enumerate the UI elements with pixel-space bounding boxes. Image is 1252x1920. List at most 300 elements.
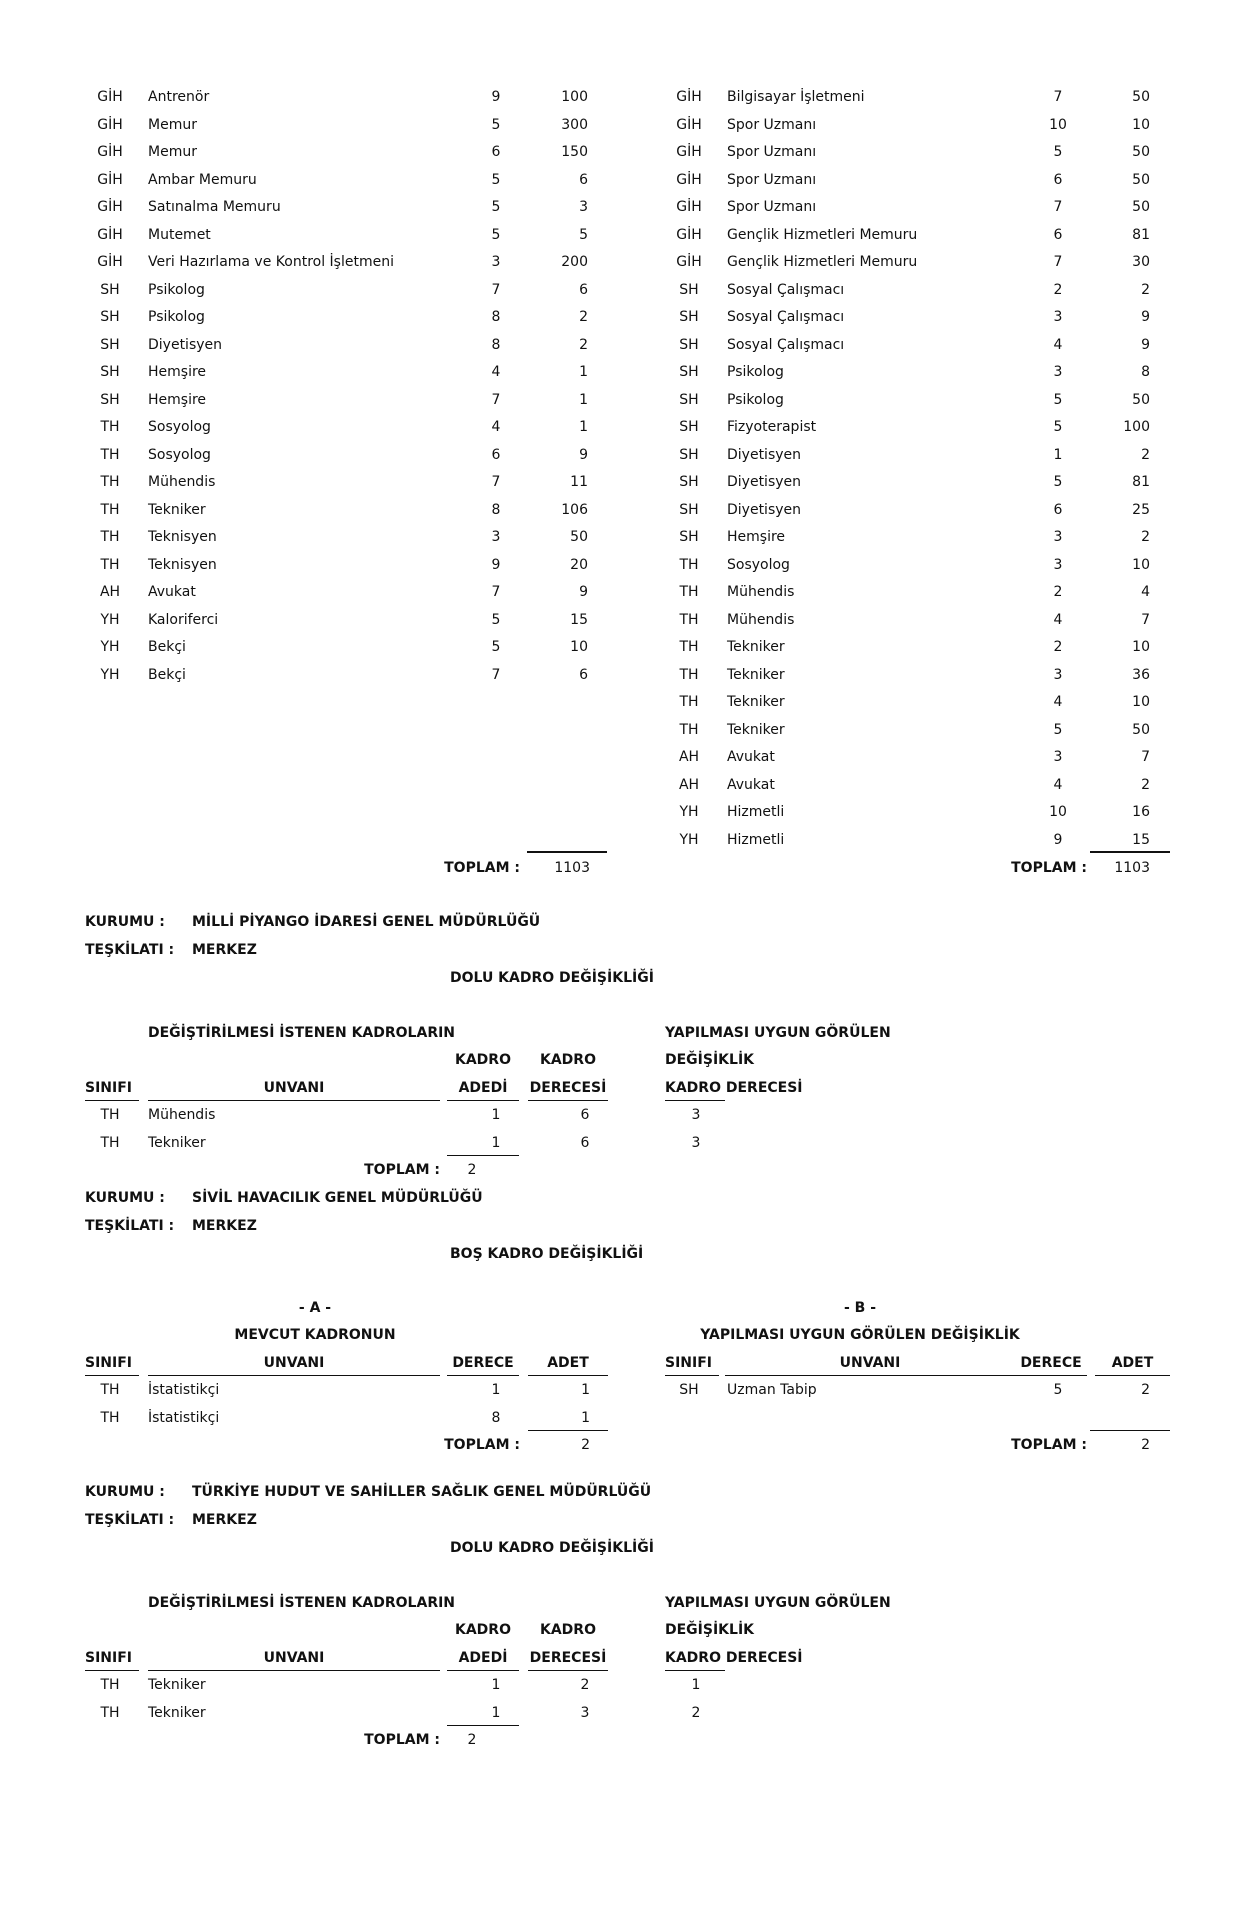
header-rule [447,1375,519,1376]
row-unvani: Bilgisayar İşletmeni [727,89,865,105]
row-unvani: Hizmetli [727,804,785,820]
row-derece: 8 [491,309,501,325]
total-label: TOPLAM : [364,1162,440,1178]
row-derece: 6 [1053,172,1063,188]
row-sinifi: GİH [97,144,123,160]
col-head-adet: ADET [547,1355,589,1371]
row-sinifi: TH [679,612,699,628]
row-adet: 20 [570,557,588,573]
row-unvani: Spor Uzmanı [727,144,817,160]
row-unvani: Sosyolog [148,419,211,435]
row-unvani: Spor Uzmanı [727,117,817,133]
row-sinifi: SH [100,337,120,353]
total-value: 2 [467,1732,477,1748]
row-unvani: İstatistikçi [148,1382,220,1398]
row-derece: 10 [1049,804,1067,820]
row-sinifi: YH [679,832,699,848]
row-adet: 6 [579,282,588,298]
col-head-kadro: KADRO [540,1052,596,1068]
row-adet: 50 [1132,392,1150,408]
row-derece: 5 [491,117,501,133]
row-adet: 50 [1132,722,1150,738]
row-sinifi: GİH [676,89,702,105]
col-head-unvani: UNVANI [263,1650,325,1666]
row-sinifi: SH [679,529,699,545]
total-label: TOPLAM : [364,1732,440,1748]
row-adet: 81 [1132,474,1150,490]
row-adet: 11 [570,474,588,490]
row-sinifi: TH [100,557,120,573]
total-rule [527,851,607,853]
row-adet: 50 [1132,199,1150,215]
row-adedi: 1 [491,1107,501,1123]
row-sinifi: GİH [676,199,702,215]
header-rule [85,1100,139,1101]
col-head-sinifi: SINIFI [85,1355,132,1371]
row-derece: 9 [491,557,501,573]
row-unvani: Tekniker [148,1135,206,1151]
row-adet: 10 [1132,557,1150,573]
header-rule [528,1375,608,1376]
row-sinifi: SH [100,364,120,380]
row-adet: 100 [1123,419,1150,435]
total-rule [1090,851,1170,853]
row-adet: 50 [1132,89,1150,105]
row-adet: 2 [1141,777,1150,793]
row-unvani: Sosyal Çalışmacı [727,282,845,298]
header-rule [148,1375,440,1376]
row-unvani: Gençlik Hizmetleri Memuru [727,227,918,243]
row-sinifi: SH [679,447,699,463]
row-sinifi: GİH [97,254,123,270]
header-rule [85,1375,139,1376]
row-adet: 100 [561,89,588,105]
row-sinifi: GİH [676,172,702,188]
row-derece: 7 [1053,89,1063,105]
row-sinifi: AH [99,584,121,600]
row-sinifi: YH [100,612,120,628]
header-rule [1015,1375,1087,1376]
row-adet: 7 [1141,749,1150,765]
row-sinifi: TH [100,447,120,463]
row-derece: 4 [1053,694,1063,710]
row-sinifi: TH [679,694,699,710]
col-head-kadro-derecesi: KADRO DERECESİ [665,1650,803,1666]
row-adet: 10 [1132,639,1150,655]
row-adet: 30 [1132,254,1150,270]
row-sinifi: SH [679,502,699,518]
row-derece: 5 [1053,392,1063,408]
row-adet: 25 [1132,502,1150,518]
row-derece: 4 [1053,777,1063,793]
row-unvani: Ambar Memuru [148,172,257,188]
row-sinifi: TH [100,1410,120,1426]
row-adet: 10 [1132,694,1150,710]
teskilat-value: MERKEZ [192,942,257,958]
right-heading: YAPILMASI UYGUN GÖRÜLEN [665,1025,891,1041]
row-unvani: Avukat [727,777,775,793]
row-sinifi: GİH [676,227,702,243]
row-derecesi: 2 [580,1677,590,1693]
row-unvani: Antrenör [148,89,210,105]
col-head-unvani: UNVANI [263,1355,325,1371]
row-derece: 4 [1053,337,1063,353]
row-adet: 3 [579,199,588,215]
left-heading: DEĞİŞTİRİLMESİ İSTENEN KADROLARIN [148,1595,456,1611]
header-rule [447,1100,519,1101]
row-adet: 1 [579,364,588,380]
row-unvani: Spor Uzmanı [727,172,817,188]
row-adet: 300 [561,117,588,133]
row-unvani: Satınalma Memuru [148,199,281,215]
row-derece: 4 [491,419,501,435]
row-unvani: Diyetisyen [727,474,802,490]
row-derece: 3 [1053,309,1063,325]
row-sinifi: SH [100,309,120,325]
row-derece: 6 [1053,227,1063,243]
col-head-adet: ADET [1111,1355,1154,1371]
header-rule [528,1670,608,1671]
row-unvani: Teknisyen [148,529,217,545]
col-head-unvani: UNVANI [263,1080,325,1096]
top-right-total-label: TOPLAM : [1011,860,1087,876]
col-head-derece: DERECE [1020,1355,1082,1371]
col-head-kadro: KADRO [455,1052,511,1068]
col-head-derece: DERECE [452,1355,514,1371]
row-unvani: Sosyolog [727,557,790,573]
row-unvani: Memur [148,144,197,160]
row-unvani: Hemşire [148,392,207,408]
row-sinifi: YH [100,667,120,683]
row-sinifi: SH [100,392,120,408]
row-unvani: Diyetisyen [727,502,802,518]
teskilat-label: TEŞKİLATI : [85,1512,175,1528]
total-rule [447,1725,519,1726]
row-adet: 2 [1141,529,1150,545]
row-adet: 2 [579,337,588,353]
row-derece: 5 [491,639,501,655]
header-rule [528,1100,608,1101]
row-sinifi: YH [100,639,120,655]
header-rule [1095,1375,1170,1376]
row-adet: 106 [561,502,588,518]
row-sinifi: GİH [676,254,702,270]
top-left-total: 1103 [554,860,590,876]
row-unvani: Tekniker [148,502,206,518]
row-derece: 9 [1053,832,1063,848]
row-derece: 6 [1053,502,1063,518]
row-derece: 6 [491,144,501,160]
row-adet: 15 [1132,832,1150,848]
row-sinifi: TH [100,1382,120,1398]
row-sinifi: GİH [97,117,123,133]
row-unvani: Hemşire [148,364,207,380]
part-b-heading: YAPILMASI UYGUN GÖRÜLEN DEĞİŞİKLİK [700,1327,1020,1343]
row-derece: 5 [1053,1382,1063,1398]
col-head-kadro: KADRO [540,1622,596,1638]
top-left-total-label: TOPLAM : [444,860,520,876]
row-adet: 9 [579,584,588,600]
teskilat-label: TEŞKİLATI : [85,1218,175,1234]
row-adet: 9 [1141,337,1150,353]
row-derece: 7 [491,667,501,683]
row-sinifi: TH [679,722,699,738]
col-head-sinifi: SINIFI [85,1080,132,1096]
row-unvani: Hemşire [727,529,786,545]
row-sinifi: TH [679,557,699,573]
total-label: TOPLAM : [444,1437,520,1453]
row-adet: 2 [1141,282,1150,298]
row-unvani: Mühendis [148,1107,216,1123]
kurum-name: SİVİL HAVACILIK GENEL MÜDÜRLÜĞÜ [192,1190,483,1206]
row-sinifi: GİH [676,117,702,133]
row-unvani: Psikolog [148,282,205,298]
total-value: 2 [467,1162,477,1178]
row-derece: 3 [1053,529,1063,545]
row-sinifi: TH [100,1677,120,1693]
row-derece: 7 [491,392,501,408]
section-title: DOLU KADRO DEĞİŞİKLİĞİ [450,970,654,986]
row-sinifi: TH [100,529,120,545]
row-kadro-derecesi: 3 [691,1135,701,1151]
total-value: 2 [1141,1437,1150,1453]
row-derece: 5 [491,199,501,215]
row-sinifi: SH [679,364,699,380]
row-sinifi: GİH [97,227,123,243]
row-derece: 3 [1053,667,1063,683]
row-unvani: Veri Hazırlama ve Kontrol İşletmeni [148,254,394,270]
row-sinifi: TH [100,474,120,490]
header-rule [665,1375,719,1376]
row-derece: 4 [491,364,501,380]
row-sinifi: GİH [97,199,123,215]
row-derece: 1 [1053,447,1063,463]
total-value: 2 [581,1437,590,1453]
row-sinifi: SH [679,1382,699,1398]
row-adet: 2 [579,309,588,325]
row-unvani: Tekniker [727,694,785,710]
row-sinifi: AH [678,749,700,765]
row-sinifi: SH [679,309,699,325]
row-derece: 8 [491,337,501,353]
row-derece: 7 [491,584,501,600]
row-derece: 2 [1053,639,1063,655]
row-sinifi: YH [679,804,699,820]
row-sinifi: TH [100,502,120,518]
row-derece: 5 [1053,419,1063,435]
row-unvani: Sosyolog [148,447,211,463]
row-unvani: Memur [148,117,197,133]
row-unvani: Mutemet [148,227,211,243]
row-adet: 7 [1141,612,1150,628]
row-unvani: Bekçi [148,639,186,655]
row-adet: 1 [581,1410,590,1426]
row-kadro-derecesi: 3 [691,1107,701,1123]
teskilat-value: MERKEZ [192,1218,257,1234]
row-adet: 81 [1132,227,1150,243]
row-unvani: Mühendis [148,474,216,490]
row-derece: 7 [1053,254,1063,270]
row-unvani: Sosyal Çalışmacı [727,309,845,325]
row-unvani: Tekniker [148,1677,206,1693]
row-adet: 16 [1132,804,1150,820]
row-sinifi: TH [100,1135,120,1151]
row-adet: 1 [579,392,588,408]
row-unvani: Tekniker [727,667,785,683]
row-sinifi: SH [679,392,699,408]
section-title: DOLU KADRO DEĞİŞİKLİĞİ [450,1540,654,1556]
row-derece: 10 [1049,117,1067,133]
col-head-derecesi: DERECESİ [529,1650,607,1666]
header-rule [665,1670,725,1671]
row-adet: 9 [1141,309,1150,325]
row-unvani: Gençlik Hizmetleri Memuru [727,254,918,270]
row-sinifi: SH [679,282,699,298]
total-rule [528,1430,608,1431]
row-unvani: Tekniker [148,1705,206,1721]
right-heading: DEĞİŞİKLİK [665,1622,755,1638]
row-derece: 5 [491,172,501,188]
row-unvani: Spor Uzmanı [727,199,817,215]
header-rule [148,1100,440,1101]
row-unvani: Avukat [727,749,775,765]
header-rule [725,1375,1015,1376]
row-sinifi: TH [679,639,699,655]
row-unvani: Tekniker [727,639,785,655]
row-adedi: 1 [491,1135,501,1151]
row-derece: 3 [491,529,501,545]
row-derece: 7 [491,282,501,298]
row-adet: 50 [1132,172,1150,188]
row-unvani: Diyetisyen [727,447,802,463]
row-adet: 2 [1141,447,1150,463]
row-sinifi: GİH [676,144,702,160]
row-unvani: Teknisyen [148,557,217,573]
row-adet: 2 [1141,1382,1150,1398]
row-sinifi: SH [100,282,120,298]
row-derece: 3 [1053,749,1063,765]
row-unvani: Sosyal Çalışmacı [727,337,845,353]
part-a-heading: MEVCUT KADRONUN [234,1327,396,1343]
right-heading: DEĞİŞİKLİK [665,1052,755,1068]
row-sinifi: TH [100,1705,120,1721]
row-unvani: Mühendis [727,612,795,628]
row-sinifi: TH [679,584,699,600]
row-sinifi: SH [679,419,699,435]
row-derece: 2 [1053,282,1063,298]
row-derece: 2 [1053,584,1063,600]
left-heading: DEĞİŞTİRİLMESİ İSTENEN KADROLARIN [148,1025,456,1041]
row-derece: 5 [491,612,501,628]
teskilat-value: MERKEZ [192,1512,257,1528]
row-unvani: Psikolog [148,309,205,325]
row-sinifi: GİH [97,172,123,188]
row-adedi: 1 [491,1677,501,1693]
row-sinifi: GİH [97,89,123,105]
total-rule [1090,1430,1170,1431]
row-adet: 50 [1132,144,1150,160]
right-heading: YAPILMASI UYGUN GÖRÜLEN [665,1595,891,1611]
total-label: TOPLAM : [1011,1437,1087,1453]
header-rule [148,1670,440,1671]
row-unvani: Psikolog [727,364,784,380]
row-adet: 9 [579,447,588,463]
row-unvani: Hizmetli [727,832,785,848]
kurum-label: KURUMU : [85,1484,165,1500]
col-head-unvani: UNVANI [839,1355,901,1371]
row-unvani: Bekçi [148,667,186,683]
row-derece: 6 [491,447,501,463]
row-derece: 9 [491,89,501,105]
row-derece: 8 [491,502,501,518]
kurum-name: MİLLİ PİYANGO İDARESİ GENEL MÜDÜRLÜĞÜ [192,914,541,930]
header-rule [447,1670,519,1671]
row-derece: 7 [1053,199,1063,215]
kurum-label: KURUMU : [85,914,165,930]
top-right-total: 1103 [1114,860,1150,876]
row-derecesi: 6 [580,1107,590,1123]
col-head-adedi: ADEDİ [458,1080,508,1096]
row-unvani: Avukat [148,584,196,600]
row-derece: 5 [491,227,501,243]
row-derece: 5 [1053,144,1063,160]
row-adet: 4 [1141,584,1150,600]
row-kadro-derecesi: 2 [691,1705,701,1721]
header-rule [85,1670,139,1671]
row-unvani: Psikolog [727,392,784,408]
kurum-label: KURUMU : [85,1190,165,1206]
header-rule [665,1100,725,1101]
row-adet: 6 [579,667,588,683]
row-unvani: Kaloriferci [148,612,219,628]
row-derecesi: 6 [580,1135,590,1151]
row-adet: 15 [570,612,588,628]
row-kadro-derecesi: 1 [691,1677,701,1693]
col-head-kadro: KADRO [455,1622,511,1638]
row-adet: 1 [579,419,588,435]
row-derece: 7 [491,474,501,490]
row-derece: 8 [491,1410,501,1426]
row-unvani: İstatistikçi [148,1410,220,1426]
row-derece: 5 [1053,722,1063,738]
kurum-name: TÜRKİYE HUDUT VE SAHİLLER SAĞLIK GENEL MÜDÜRLÜĞÜ [192,1484,652,1500]
row-derece: 3 [491,254,501,270]
row-derece: 5 [1053,474,1063,490]
row-adet: 1 [581,1382,590,1398]
row-adet: 150 [561,144,588,160]
row-adet: 8 [1141,364,1150,380]
section-title: BOŞ KADRO DEĞİŞİKLİĞİ [450,1246,644,1262]
row-derece: 1 [491,1382,501,1398]
row-sinifi: TH [100,419,120,435]
row-sinifi: SH [679,474,699,490]
col-head-kadro-derecesi: KADRO DERECESİ [665,1080,803,1096]
col-head-sinifi: SINIFI [665,1355,712,1371]
row-sinifi: SH [679,337,699,353]
row-adedi: 1 [491,1705,501,1721]
row-sinifi: TH [100,1107,120,1123]
row-adet: 200 [561,254,588,270]
part-b-mark: - B - [843,1300,877,1316]
row-adet: 50 [570,529,588,545]
col-head-sinifi: SINIFI [85,1650,132,1666]
part-a-mark: - A - [298,1300,332,1316]
row-unvani: Fizyoterapist [727,419,817,435]
row-unvani: Tekniker [727,722,785,738]
teskilat-label: TEŞKİLATI : [85,942,175,958]
row-adet: 36 [1132,667,1150,683]
row-derece: 4 [1053,612,1063,628]
